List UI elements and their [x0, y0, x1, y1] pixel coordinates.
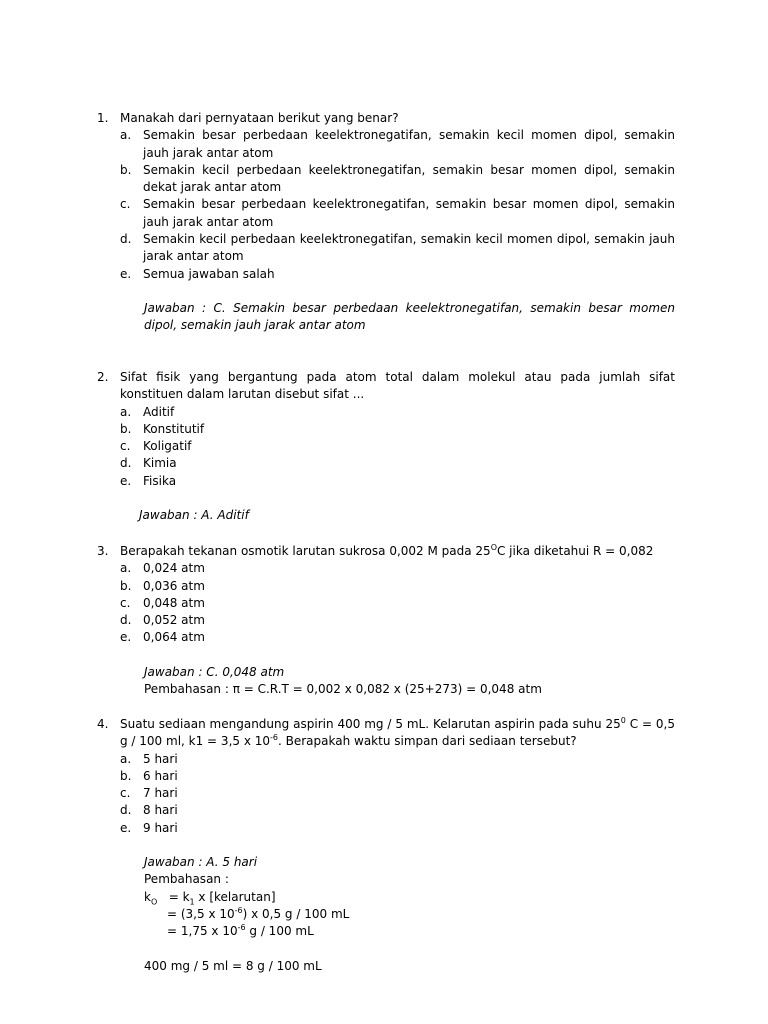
calc-line-1: $k_O = k_1$ x [kelarutan]	[144, 889, 276, 907]
option-e: e. 9 hari	[120, 820, 178, 835]
option-e: e. 0,064 atm	[120, 630, 205, 645]
question-2	[97, 369, 675, 524]
question-number: 4.	[97, 717, 109, 731]
option-a: a. Semakin besar perbedaan keelektronegatifan, semakin kecil momen dipol, semakin jauh jarak antar atom	[120, 128, 675, 160]
calc-line-2: = (3,5 x $10^{-6}$) x 0,5 g / 100 mL	[167, 905, 350, 921]
answer-text: Jawaban : C. 0,048 atm	[144, 664, 285, 679]
option-b: b. 6 hari	[120, 768, 178, 783]
question-4	[97, 716, 675, 975]
option-d: d. Kimia	[120, 456, 177, 471]
explanation-text: Pembahasan : π = C.R.T = 0,002 x 0,082 x (25+273) = 0,048 atm	[144, 682, 542, 697]
question-text: Suatu sediaan mengandung aspirin 400 mg / 5 mL. Kelarutan aspirin pada suhu $25^0$ C = 0,5 g / 100 ml, k1 = 3,5 x $10^{-6}$. Berapakah waktu simpan dari sediaan tersebut?	[120, 716, 675, 749]
option-e: e. Semua jawaban salah	[120, 266, 275, 281]
question-number: 3.	[97, 544, 109, 558]
answer-text: Jawaban : C. Semakin besar perbedaan keelektronegatifan, semakin besar momen dipol, semakin jauh jarak antar atom	[144, 300, 675, 333]
calc-line-3: = 1,75 x $10^{-6}$ g / 100 mL	[167, 923, 314, 939]
option-a: a. 0,024 atm	[120, 561, 205, 576]
option-d: d. 0,052 atm	[120, 613, 205, 628]
question-number: 1.	[97, 111, 109, 125]
calc-line-4: 400 mg / 5 ml = 8 g / 100 mL	[144, 958, 322, 973]
answer-text: Jawaban : A. Aditif	[139, 508, 249, 523]
option-e: e. Fisika	[120, 473, 177, 488]
option-b: b. Semakin kecil perbedaan keelektronegatifan, semakin besar momen dipol, semakin dekat jarak antar atom	[120, 162, 675, 195]
explanation-label: Pembahasan :	[144, 872, 229, 887]
option-b: b. 0,036 atm	[120, 578, 205, 593]
question-3	[97, 543, 675, 698]
option-c: c. Koligatif	[120, 439, 192, 454]
question-1	[97, 110, 675, 335]
option-b: b. Konstitutif	[120, 421, 205, 436]
option-d: d. 8 hari	[120, 803, 178, 818]
option-c: c. 7 hari	[120, 786, 178, 801]
option-d: d. Semakin kecil perbedaan keelektronegatifan, semakin kecil momen dipol, semakin jauh jarak antar atom	[120, 232, 675, 264]
question-number: 2.	[97, 370, 109, 384]
question-text: Sifat fisik yang bergantung pada atom total dalam molekul atau pada jumlah sifat konstituen dalam larutan disebut sifat ...	[120, 370, 675, 402]
question-text: Berapakah tekanan osmotik larutan sukrosa 0,002 M pada $25^OC$ jika diketahui R = 0,082	[120, 543, 654, 558]
option-a: a. 5 hari	[120, 751, 178, 766]
option-c: c. Semakin besar perbedaan keelektronegatifan, semakin besar momen dipol, semakin jauh jarak antar atom	[120, 197, 675, 229]
question-text: Manakah dari pernyataan berikut yang benar?	[120, 111, 399, 125]
option-a: a. Aditif	[120, 404, 175, 419]
option-c: c. 0,048 atm	[120, 595, 205, 610]
answer-text: Jawaban : A. 5 hari	[144, 855, 258, 870]
